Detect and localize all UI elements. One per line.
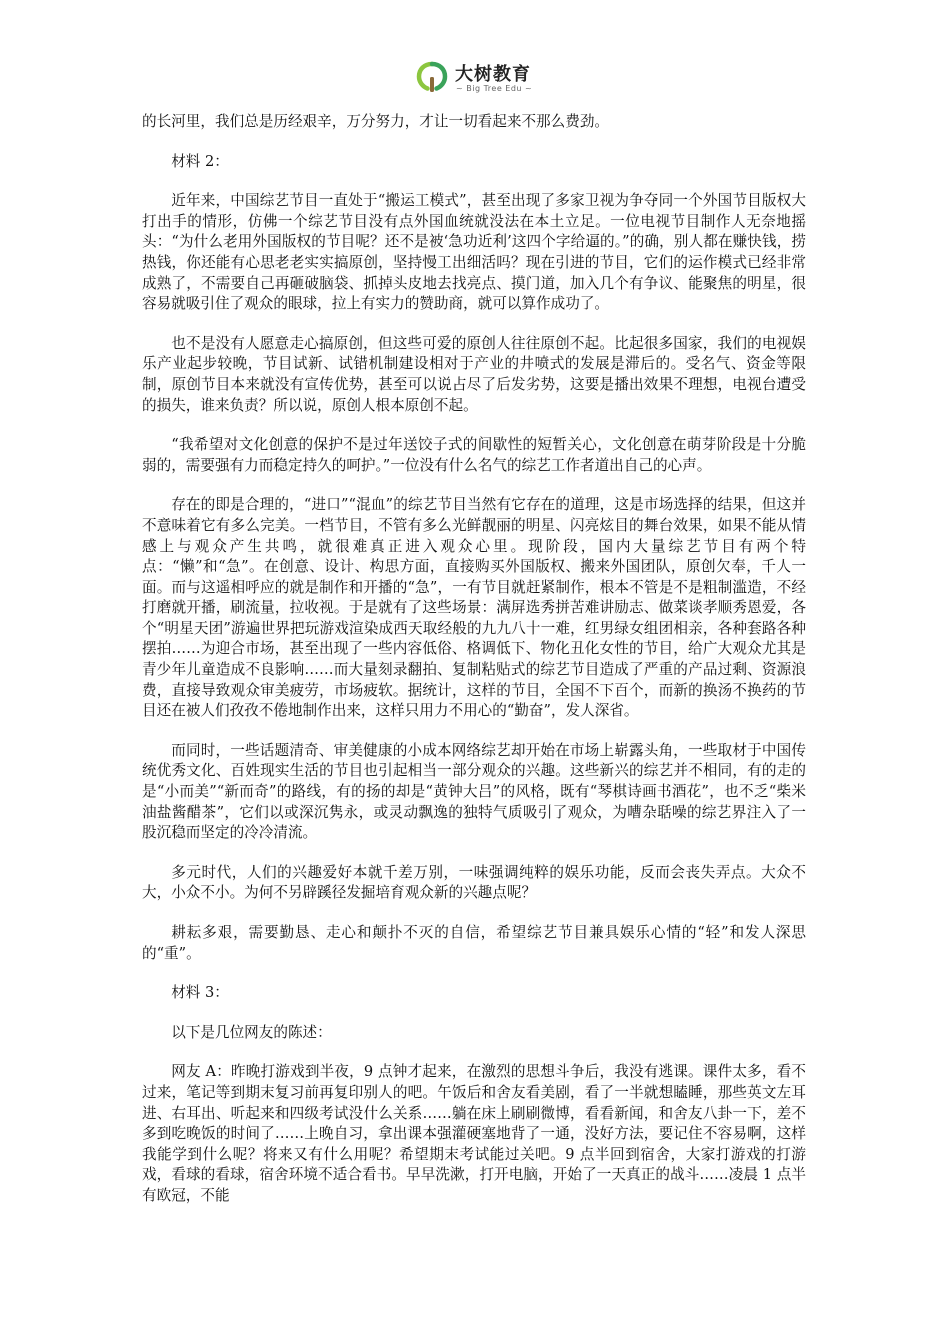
paragraph: 也不是没有人愿意走心搞原创，但这些可爱的原创人往往原创不起。比起很多国家，我们的电视娱乐产业起步较晚，节目试新、试错机制建设相对于产业的井喷式的发展是滞后的。受名气、资金等限制，原创节目本来就没有宣传优势，甚至可以说占尽了后发劣势，这要是播出效果不理想，电视台遭受的损失，谁来负责？所以说，原创人根本原创不起。 (142, 334, 806, 414)
material-3-heading: 材料 3： (171, 984, 229, 1002)
document-body (142, 112, 806, 1226)
paragraph: 存在的即是合理的，“进口”“混血”的综艺节目当然有它存在的道理，这是市场选择的结果，但这并不意味着它有多么完美。一档节目，不管有多么光鲜靓丽的明星、闪亮炫目的舞台效果，如果不能从情感上与观众产生共鸣，就很难真正进入观众心里。现阶段，国内大量综艺节目有两个特点：“懒”和“急”。在创意、设计、构思方面，直接购买外国版权、搬来外国团队，原创欠奉，千人一面。而与这遥相呼应的就是制作和开播的“急”，一有节目就赶紧制作，根本不管是不是粗制滥造，不经打磨就开播，刷流量，拉收视。于是就有了这些场景：满屏选秀拼苦难讲励志、做菜谈孝顺秀恩爱，各个“明星天团”游遍世界把玩游戏渲染成西天取经般的九九八十一难，红男绿女组团相亲，各种套路各种摆拍……为迎合市场，甚至出现了一些内容低俗、格调低下、物化丑化女性的节目，给广大观众尤其是青少年儿童造成不良影响……而大量刻录翻拍、复制粘贴式的综艺节目造成了严重的产品过剩、资源浪费，直接导致观众审美疲劳，市场疲软。据统计，这样的节目，全国不下百个，而新的换汤不换药的节目还在被人们孜孜不倦地制作出来，这样只用力不用心的“勤奋”，发人深省。 (142, 496, 806, 720)
brand-name: 大树教育 (455, 64, 531, 85)
paragraph: 以下是几位网友的陈述： (171, 1023, 332, 1041)
paragraph: 而同时，一些话题清奇、审美健康的小成本网络综艺却开始在市场上崭露头角，一些取材于中国传统优秀文化、百姓现实生活的节目也引起相当一部分观众的兴趣。这些新兴的综艺并不相同，有的走的是“小而美”“新而奇”的路线，有的扬的却是“黄钟大吕”的风格，既有“琴棋诗画书酒花”，也不乏“柴米油盐酱醋茶”，它们以或深沉隽永，或灵动飘逸的独特气质吸引了观众，为嘈杂聒噪的综艺界注入了一股沉稳而坚定的冷冷清流。 (142, 741, 806, 842)
page-header (0, 58, 950, 98)
material-2-heading: 材料 2： (171, 152, 229, 170)
brand-subtitle: ~ Big Tree Edu ~ (456, 84, 533, 93)
paragraph: 网友 A：昨晚打游戏到半夜，9 点钟才起来，在激烈的思想斗争后，我没有逃课。课件太多，看不过来，笔记等到期末复习前再复印别人的吧。午饭后和舍友看美剧，看了一半就想瞌睡，那些英文左耳进、右耳出、听起来和四级考试没什么关系……躺在床上刷刷微博，看看新闻，和舍友八卦一下，差不多到吃晚饭的时间了……上晚自习，拿出课本强灌硬塞地背了一通，没好方法，要记住不容易啊，这样我能学到什么呢？将来又有什么用呢？希望期末考试能过关吧。9 点半回到宿舍，大家打游戏的打游戏，看球的看球，宿舍环境不适合看书。早早洗漱，打开电脑，开始了一天真正的战斗……凌晨 1 点半有欧冠，不能 (142, 1063, 806, 1204)
paragraph: 多元时代，人们的兴趣爱好本就千差万别，一味强调纯粹的娱乐功能，反而会丧失弄点。大众不大，小众不小。为何不另辟蹊径发掘培育观众新的兴趣点呢？ (142, 863, 806, 902)
paragraph: “我希望对文化创意的保护不是过年送饺子式的间歇性的短暂关心，文化创意在萌芽阶段是十分脆弱的，需要强有力而稳定持久的呵护。”一位没有什么名气的综艺工作者道出自己的心声。 (142, 436, 806, 474)
paragraph-continuation: 的长河里，我们总是历经艰辛，万分努力，才让一切看起来不那么费劲。 (142, 113, 610, 130)
tree-logo-icon (415, 60, 449, 94)
brand-logo (415, 58, 545, 98)
paragraph: 近年来，中国综艺节目一直处于“搬运工模式”，甚至出现了多家卫视为争夺同一个外国节目版权大打出手的情形，仿佛一个综艺节目没有点外国血统就没法在本土立足。一位电视节目制作人无奈地摇头：“为什么老用外国版权的节目呢？还不是被‘急功近利’这四个字给逼的。”的确，别人都在赚快钱，捞热钱，你还能有心思老老实实搞原创，坚持慢工出细活吗？现在引进的节目，它们的运作模式已经非常成熟了，不需要自己再砸破脑袋、抓掉头皮地去找亮点、摸门道，加入几个有争议、能聚焦的明星，很容易就吸引住了观众的眼球，拉上有实力的赞助商，就可以算作成功了。 (142, 192, 806, 313)
paragraph: 耕耘多艰，需要勤恳、走心和颠扑不灭的自信，希望综艺节目兼具娱乐心情的“轻”和发人深思的“重”。 (142, 924, 806, 962)
